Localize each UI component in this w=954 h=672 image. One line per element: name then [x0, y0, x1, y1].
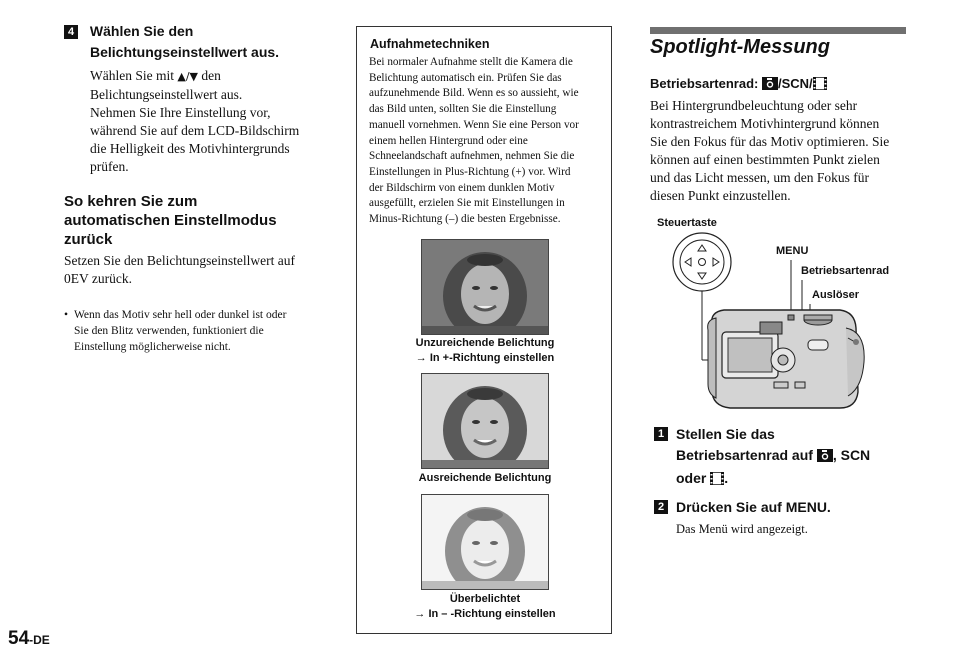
step-4-body-line: während Sie auf dem LCD-Bildschirm — [90, 123, 300, 138]
movie-icon — [710, 470, 724, 491]
note — [64, 307, 334, 355]
underexposed-photo — [421, 239, 549, 335]
step-4-body-line: die Helligkeit des Motivhintergrunds — [90, 141, 290, 156]
note-bullet: • — [64, 309, 69, 321]
techniques-line: Bei normaler Aufnahme stellt die Kamera die — [369, 56, 573, 68]
label-menu: MENU — [776, 245, 809, 257]
return-heading-line: automatischen Einstellmodus — [64, 212, 277, 229]
techniques-line: Einstellungen in Plus-Richtung (+) vor. Wird — [369, 165, 571, 178]
overexposed-photo — [421, 494, 549, 590]
title-bar — [650, 27, 906, 34]
step-1-line1: Stellen Sie das — [676, 426, 775, 442]
techniques-line: Minus-Richtung (–) die besten Ergebnisse. — [369, 213, 561, 226]
step-number: 1 — [654, 427, 668, 441]
mode-label — [650, 75, 827, 95]
return-body-line: Setzen Sie den Belichtungseinstellwert auf — [64, 253, 295, 268]
techniques-body — [369, 55, 611, 228]
step-1-line2: Betriebsartenrad auf , SCN — [654, 445, 914, 468]
underexposed-caption — [357, 336, 613, 366]
return-heading-line: So kehren Sie zum — [64, 193, 198, 210]
correct-exposure-caption: Ausreichende Belichtung — [418, 472, 552, 484]
label-betriebsartenrad: Betriebsartenrad — [801, 265, 890, 277]
page-number-suffix: -DE — [29, 633, 50, 647]
step-2-body: Das Menü wird angezeigt. — [676, 522, 808, 536]
page-number — [8, 628, 50, 650]
techniques-line: Belichtung automatisch ein. Prüfen Sie das — [369, 71, 562, 84]
return-body — [64, 252, 334, 288]
return-heading-line: zurück — [64, 231, 113, 248]
techniques-line: einem hellen Hintergrund oder eine — [369, 134, 528, 147]
return-heading — [64, 192, 334, 249]
camera-icon — [817, 447, 833, 468]
techniques-line: Schneelandschaft aufnehmen, nehmen Sie die — [369, 150, 575, 163]
spotlight-body-line: kontrastreichem Motivhintergrund können — [650, 116, 880, 131]
techniques-line: der Bildschirm von einem dunklen Motiv — [369, 181, 555, 194]
mode-label-scn: /SCN/ — [777, 76, 813, 91]
page-number-value: 54 — [8, 628, 30, 649]
correct-exposure-photo — [421, 373, 549, 469]
step-number: 2 — [654, 500, 668, 514]
spotlight-body-line: Sie den Fokus für das Motiv optimieren. Sie — [650, 134, 890, 149]
step-4-body-line: Belichtungseinstellwert aus. — [90, 87, 243, 102]
step-1-line3: oder . — [654, 468, 914, 491]
techniques-line: aufzunehmende Bild. Wenn es so aussieht, wie — [369, 87, 579, 100]
camera-icon — [762, 77, 778, 95]
step-4-heading — [64, 21, 334, 42]
label-ausloeser: Auslöser — [812, 289, 860, 301]
camera-illustration — [650, 212, 880, 412]
spotlight-body-line: und das Licht messen, um den Fokus für — [650, 170, 869, 185]
step-1 — [654, 424, 914, 491]
note-line: Einstellung möglicherweise nicht. — [74, 341, 231, 353]
section-title: Spotlight-Messung — [650, 36, 830, 58]
label-steuertaste: Steuertaste — [657, 217, 717, 229]
overexposed-caption-line2: → In – -Richtung einstellen — [414, 608, 556, 620]
left-column — [64, 21, 334, 176]
step-4-body-line: prüfen. — [90, 159, 129, 174]
techniques-box — [356, 26, 612, 634]
techniques-line: manuell vornehmen. Wenn Sie eine Person vor — [369, 118, 579, 131]
camera-diagram — [650, 212, 920, 412]
step-4-body — [64, 67, 334, 176]
overexposed-caption-line1: Überbelichtet — [449, 593, 521, 605]
step-4-body-line: Nehmen Sie Ihre Einstellung vor, — [90, 105, 271, 120]
up-down-arrows-icon: ▲/▼ — [177, 70, 198, 83]
techniques-line: das Bild unten, sollten Sie die Einstellung — [369, 103, 557, 116]
techniques-title: Aufnahmetechniken — [370, 37, 490, 51]
step-2-title: Drücken Sie auf MENU. — [676, 499, 831, 515]
step-4-title-line2: Belichtungseinstellwert aus. — [90, 44, 280, 60]
underexposed-caption-line2: → In +-Richtung einstellen — [415, 352, 555, 364]
note-line: Sie den Blitz verwenden, funktioniert die — [74, 325, 264, 337]
note-line: Wenn das Motiv sehr hell oder dunkel ist oder — [74, 309, 287, 321]
spotlight-body-line: Bei Hintergrundbeleuchtung oder sehr — [650, 98, 858, 113]
underexposed-caption-line1: Unzureichende Belichtung — [415, 337, 555, 349]
spotlight-body — [650, 97, 920, 205]
step-2 — [654, 497, 914, 537]
spotlight-body-line: diesen Punkt einzustellen. — [650, 188, 791, 203]
step-number: 4 — [64, 25, 78, 39]
spotlight-body-line: können auf einen bestimmten Punkt zielen — [650, 152, 880, 167]
movie-icon — [813, 77, 827, 95]
step-4-title-line1: Wählen Sie den — [89, 23, 194, 39]
mode-label-text: Betriebsartenrad: — [650, 76, 762, 91]
techniques-line: ausgefüllt, erzielen Sie mit Einstellungen in — [369, 197, 565, 210]
step-4-body-line: Wählen Sie mit ▲/▼ den — [90, 68, 221, 83]
overexposed-caption — [357, 592, 613, 622]
return-body-line: 0EV zurück. — [64, 271, 132, 286]
